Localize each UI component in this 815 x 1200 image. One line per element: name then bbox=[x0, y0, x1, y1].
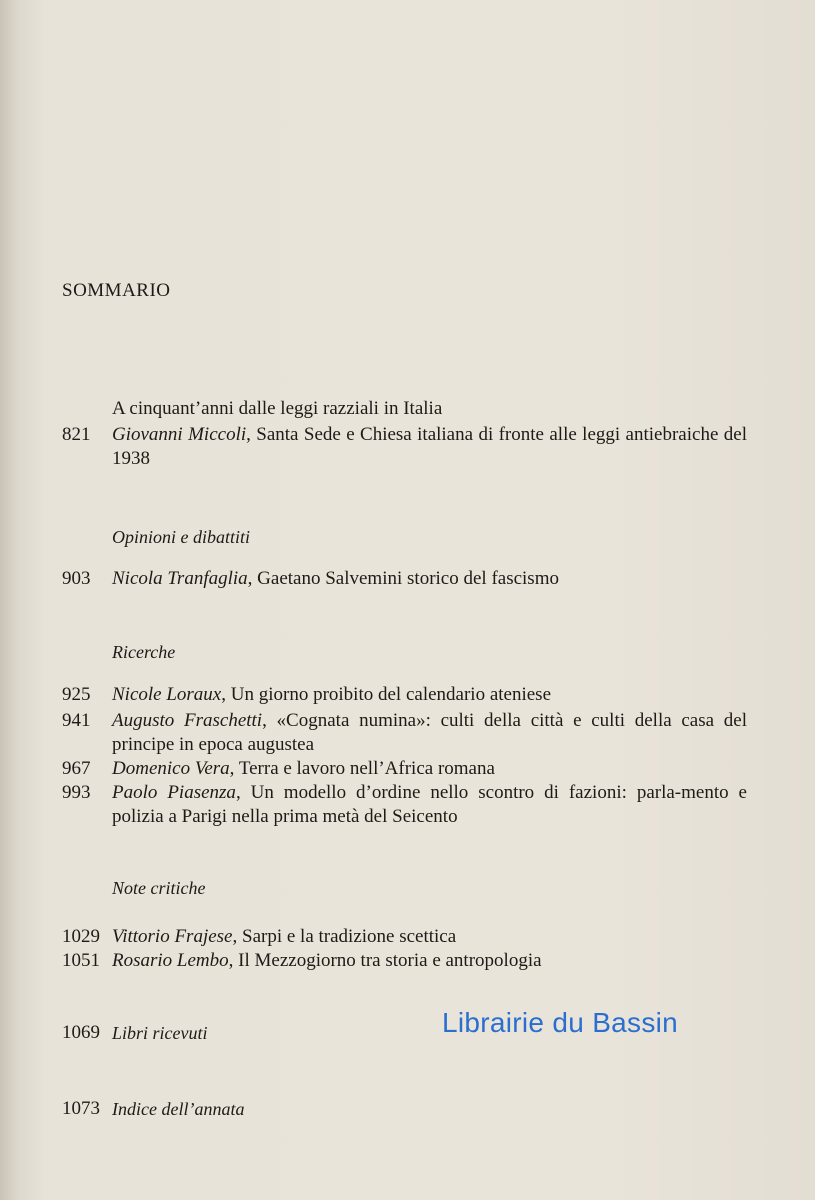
entry-author: Domenico Vera bbox=[112, 758, 230, 779]
page-number: 925 bbox=[62, 684, 91, 705]
page-number: 903 bbox=[62, 568, 91, 589]
entry-author: Augusto Fraschetti bbox=[112, 710, 263, 731]
entry-text bbox=[112, 925, 747, 949]
page-number: 1029 bbox=[62, 926, 100, 947]
entry-title: , «Cognata numina»: culti della città e culti della casa del principe in epoca augustea bbox=[112, 710, 747, 755]
watermark-stamp: Librairie du Bassin bbox=[442, 1007, 679, 1038]
entry-text bbox=[112, 781, 747, 829]
page-number: 941 bbox=[62, 710, 91, 731]
entry-author: Nicola Tranfaglia bbox=[112, 568, 248, 589]
entry-title: , Il Mezzogiorno tra storia e antropologia bbox=[228, 950, 542, 971]
page-number: 1073 bbox=[62, 1098, 100, 1119]
entry-author: Nicole Loraux bbox=[112, 684, 222, 705]
entry-author: Giovanni Miccoli bbox=[112, 424, 247, 445]
entry-author: Paolo Piasenza bbox=[112, 782, 236, 803]
page-number: 821 bbox=[62, 424, 91, 445]
entry-title: , Gaetano Salvemini storico del fascismo bbox=[247, 568, 559, 589]
page-number: 1069 bbox=[62, 1022, 100, 1043]
section-opinioni: Opinioni e dibattiti bbox=[112, 527, 250, 547]
page-number: 1051 bbox=[62, 950, 100, 971]
extra-label-text: Indice dell’annata bbox=[112, 1099, 245, 1119]
entry-text bbox=[112, 567, 747, 591]
entry-text bbox=[112, 709, 747, 757]
entry-title: , Un modello d’ordine nello scontro di fazioni: parla-mento e polizia a Parigi nella prima metà del Seicento bbox=[112, 782, 747, 827]
section-note-critiche: Note critiche bbox=[112, 878, 206, 898]
page-number: 993 bbox=[62, 782, 91, 803]
entry-title: , Santa Sede e Chiesa italiana di fronte alle leggi antiebraiche del 1938 bbox=[112, 424, 747, 469]
entry-text bbox=[112, 683, 747, 707]
summary-heading: SOMMARIO bbox=[62, 280, 171, 301]
entry-text bbox=[112, 757, 747, 781]
entry-title: , Terra e lavoro nell’Africa romana bbox=[229, 758, 495, 779]
bleed-through-text bbox=[55, 150, 795, 210]
entry-title: , Un giorno proibito del calendario ateniese bbox=[221, 684, 552, 705]
section-ricerche: Ricerche bbox=[112, 642, 176, 662]
page-number: 967 bbox=[62, 758, 91, 779]
entry-text bbox=[112, 949, 747, 973]
entry-text bbox=[112, 423, 747, 471]
entry-title: , Sarpi e la tradizione scettica bbox=[232, 926, 457, 947]
extra-label-text: Libri ricevuti bbox=[112, 1023, 208, 1043]
entry-author: Vittorio Frajese bbox=[112, 926, 233, 947]
intro-text: A cinquant’anni dalle leggi razziali in Italia bbox=[112, 398, 443, 419]
entry-author: Rosario Lembo bbox=[112, 950, 229, 971]
extra-label bbox=[112, 1097, 747, 1121]
